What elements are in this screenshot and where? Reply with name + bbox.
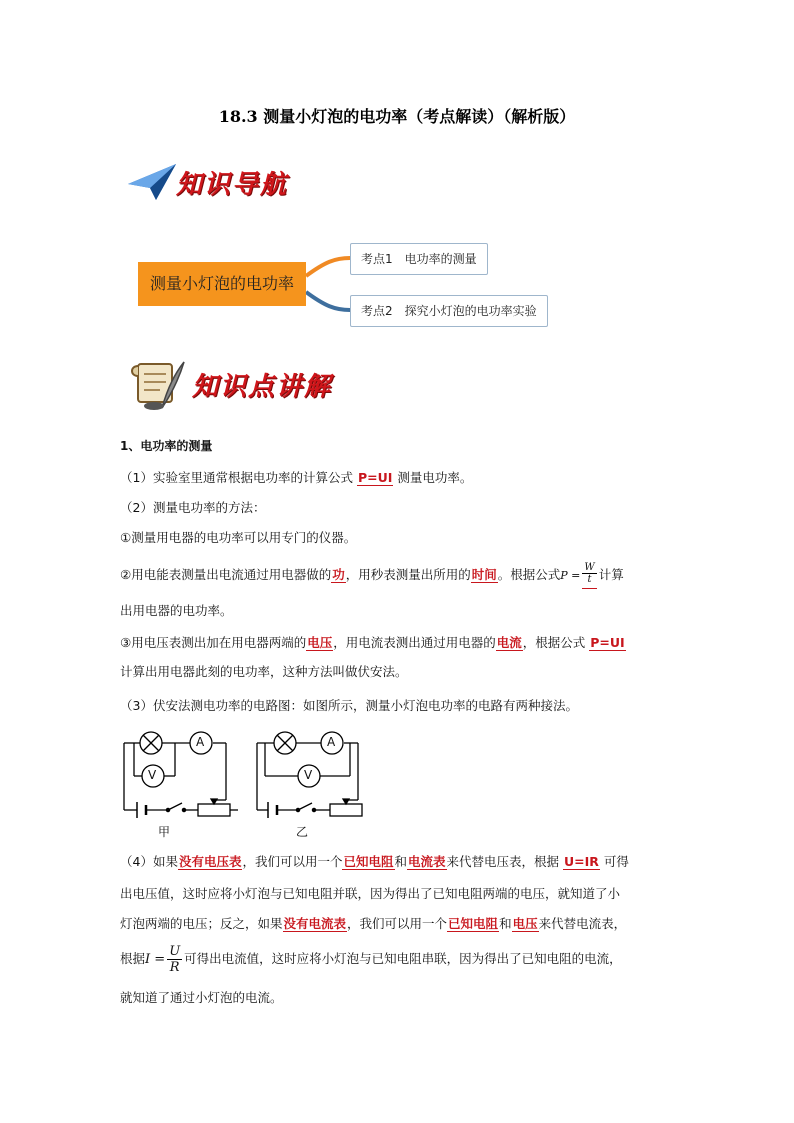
p9-text-c: 和 (499, 916, 512, 931)
formula-numerator-u: U (169, 944, 181, 959)
branch-top (306, 258, 350, 276)
keyword-known-resistor-2: 已知电阻 (448, 916, 499, 931)
circuit-right-label: 乙 (296, 825, 309, 839)
p9-text-b: ，我们可以用一个 (347, 916, 448, 931)
formula-denominator-r: R (169, 960, 180, 975)
p9-text-d: 来代替电流表， (538, 916, 627, 931)
voltmeter-left-symbol: V (148, 768, 157, 782)
p1-text-a: （1）实验室里通常根据电功率的计算公式 (120, 470, 357, 485)
mindmap-node-2 (350, 295, 548, 327)
p5-text-b: ，用电流表测出通过用电器的 (333, 635, 496, 650)
mindmap-node-2-num: 考点2 (361, 304, 393, 318)
paragraph-5 (120, 633, 680, 653)
formula-numerator-w: W (584, 562, 595, 573)
p4-text-c: 。根据公式 (497, 567, 561, 582)
banner-knowledge-points (126, 356, 366, 412)
keyword-current: 电流 (496, 635, 522, 650)
paragraph-8: 出电压值，这时应将小灯泡与已知电阻并联，因为得出了已知电阻两端的电压，就知道了小 (120, 886, 621, 901)
mindmap-node-1-num: 考点1 (361, 252, 393, 266)
lamp-right (274, 732, 296, 754)
paragraph-10 (120, 944, 680, 975)
paragraph-6: （3）伏安法测电功率的电路图：如图所示，测量小灯泡电功率的电路有两种接法。 (120, 698, 578, 713)
paragraph-4b: 出用电器的电功率。 (120, 603, 233, 618)
p10-text-a: 根据 (120, 951, 146, 966)
paragraph-9 (120, 914, 680, 934)
lamp-left (140, 732, 162, 754)
p7-text-b: ，我们可以用一个 (242, 854, 343, 869)
banner-knowledge-nav-text: 知识导航 (176, 170, 289, 200)
mindmap-node-1 (350, 243, 488, 275)
keyword-no-voltmeter: 没有电压表 (178, 854, 242, 869)
rheostat-right (330, 804, 362, 816)
mindmap-root: 测量小灯泡的电功率 (138, 262, 306, 306)
formula-p-lhs: P = (560, 569, 581, 582)
keyword-time: 时间 (471, 567, 497, 582)
p7-text-e: 可得 (599, 854, 629, 869)
keyword-work: 功 (332, 567, 345, 582)
p4-text-b: ，用秒表测量出所用的 (345, 567, 471, 582)
paragraph-7 (120, 852, 680, 872)
formula-i-lhs: I = (145, 952, 166, 967)
paragraph-4 (120, 562, 680, 589)
formula-denominator-t: t (587, 574, 592, 585)
keyword-no-ammeter: 没有电流表 (283, 916, 347, 931)
p4-text-d: 计算 (598, 567, 624, 582)
banner-knowledge-points-text: 知识点讲解 (192, 372, 333, 402)
p4-text-a: ②用电能表测量出电流通过用电器做的 (120, 567, 332, 582)
p1-text-b: 测量电功率。 (393, 470, 473, 485)
paragraph-1 (120, 468, 680, 488)
mindmap-node-2-text: 探究小灯泡的电功率实验 (404, 304, 537, 318)
paragraph-11: 就知道了通过小灯泡的电流。 (120, 990, 283, 1005)
ammeter-left-symbol: A (196, 735, 205, 749)
mindmap-node-1-text: 电功率的测量 (404, 252, 477, 266)
keyword-p-ui-2: P=UI (590, 635, 625, 650)
p9-text-a: 灯泡两端的电压；反之，如果 (120, 916, 283, 931)
p5-text-c: ，根据公式 (522, 635, 590, 650)
p10-text-b: 可得出电流值，这时应将小灯泡与已知电阻串联，因为得出了已知电阻的电流， (184, 951, 622, 966)
branch-bottom (306, 292, 350, 310)
circuit-left-label: 甲 (158, 825, 171, 839)
paragraph-3: ①测量用电器的电功率可以用专门的仪器。 (120, 530, 357, 545)
paragraph-2: （2）测量电功率的方法： (120, 500, 266, 515)
voltmeter-right-symbol: V (304, 768, 313, 782)
banner-knowledge-nav (126, 160, 326, 204)
paragraph-5b: 计算出用电器此刻的电功率，这种方法叫做伏安法。 (120, 664, 408, 679)
scroll-quill-icon (126, 356, 188, 412)
keyword-ammeter: 电流表 (408, 854, 446, 869)
p7-text-d: 来代替电压表，根据 (446, 854, 564, 869)
p5-text-a: ③用电压表测出加在用电器两端的 (120, 635, 307, 650)
p7-text-a: （4）如果 (120, 854, 178, 869)
keyword-p-ui: P=UI (357, 470, 393, 485)
circuit-left (124, 732, 238, 818)
keyword-known-resistor: 已知电阻 (343, 854, 394, 869)
paper-plane-icon (126, 162, 178, 202)
page-title: 18.3 测量小灯泡的电功率（考点解读）（解析版） (218, 107, 576, 126)
keyword-voltage: 电压 (307, 635, 333, 650)
p7-text-c: 和 (394, 854, 408, 869)
ammeter-right-symbol: A (327, 735, 336, 749)
formula-u-over-r (167, 944, 182, 975)
formula-w-over-t (582, 562, 596, 589)
keyword-voltage-2: 电压 (512, 916, 538, 931)
rheostat-left (198, 804, 230, 816)
keyword-u-ir: U=IR (564, 854, 599, 869)
section-heading: 1、电功率的测量 (120, 439, 213, 453)
